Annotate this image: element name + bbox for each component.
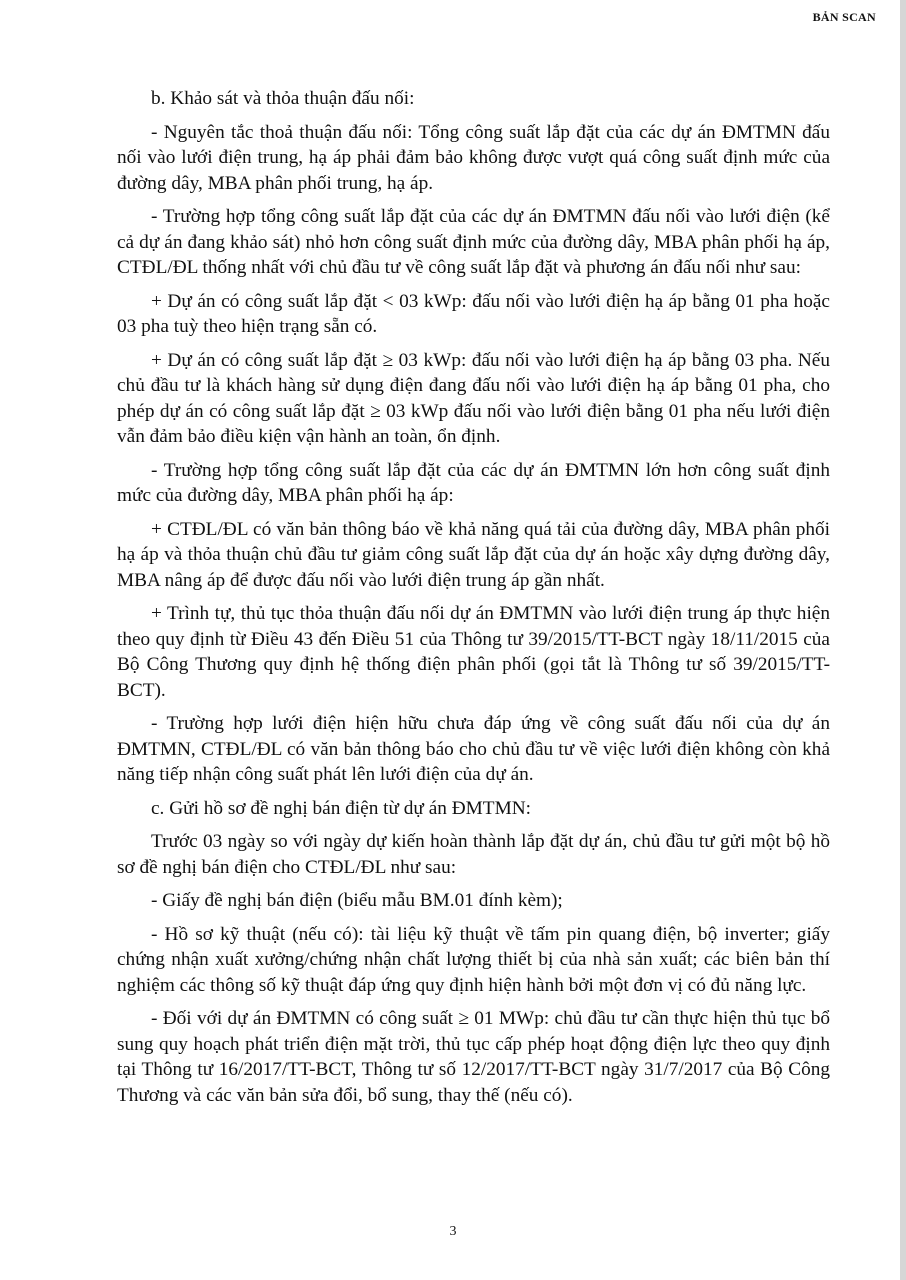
- section-c-heading: c. Gửi hồ sơ đề nghị bán điện từ dự án ĐMTMN:: [151, 797, 531, 819]
- paragraph: - Trường hợp tổng công suất lắp đặt của các dự án ĐMTMN lớn hơn công suất định mức của đường dây, MBA phân phối hạ áp:: [117, 459, 830, 506]
- paragraph: Trước 03 ngày so với ngày dự kiến hoàn thành lắp đặt dự án, chủ đầu tư gửi một bộ hồ sơ đề nghị bán điện cho CTĐL/ĐL như sau:: [117, 831, 830, 878]
- paragraph: - Nguyên tắc thoả thuận đấu nối: Tổng công suất lắp đặt của các dự án ĐMTMN đấu nối vào lưới điện trung, hạ áp phải đảm bảo không được vượt quá công suất định mức của đường dây, MBA phân phối trung, hạ áp.: [117, 121, 830, 194]
- section-b-heading: b. Khảo sát và thỏa thuận đấu nối:: [151, 88, 415, 109]
- paragraph: - Trường hợp lưới điện hiện hữu chưa đáp ứng về công suất đấu nối của dự án ĐMTMN, CTĐL/ĐL có văn bản thông báo cho chủ đầu tư về việc lưới điện không còn khả năng tiếp nhận công suất phát lên lưới điện của dự án.: [117, 713, 830, 785]
- paragraph: - Giấy đề nghị bán điện (biểu mẫu BM.01 đính kèm);: [151, 890, 563, 911]
- scan-label: BẢN SCAN: [812, 10, 876, 24]
- paragraph: - Hồ sơ kỹ thuật (nếu có): tài liệu kỹ thuật về tấm pin quang điện, bộ inverter; giấy chứng nhận xuất xưởng/chứng nhận chất lượng thiết bị của nhà sản xuất; các biên bản thí nghiệm các thông số kỹ thuật đáp ứng quy định hiện hành bởi một đơn vị có đủ năng lực.: [117, 923, 830, 996]
- paragraph: + Dự án có công suất lắp đặt ≥ 03 kWp: đấu nối vào lưới điện hạ áp bằng 03 pha. Nếu chủ đầu tư là khách hàng sử dụng điện đang đấu nối vào lưới điện hạ áp bằng 01 pha, cho phép dự án có công suất lắp đặt ≥ 03 kWp đấu nối vào lưới điện bằng 01 pha nếu lưới điện vẫn đảm bảo điều kiện vận hành an toàn, ổn định.: [117, 349, 830, 447]
- paragraph: + CTĐL/ĐL có văn bản thông báo về khả năng quá tải của đường dây, MBA phân phối hạ áp và thỏa thuận chủ đầu tư giảm công suất lắp đặt của dự án hoặc xây dựng đường dây, MBA nâng áp để được đấu nối vào lưới điện trung áp gần nhất.: [117, 518, 830, 591]
- paragraph: + Dự án có công suất lắp đặt < 03 kWp: đấu nối vào lưới điện hạ áp bằng 01 pha hoặc 03 pha tuỳ theo hiện trạng sẵn có.: [117, 290, 830, 337]
- document-body: [117, 86, 830, 1116]
- page-edge: [900, 0, 906, 1280]
- paragraph: - Đối với dự án ĐMTMN có công suất ≥ 01 MWp: chủ đầu tư cần thực hiện thủ tục bổ sung quy hoạch phát triển điện mặt trời, thủ tục cấp phép hoạt động điện lực theo quy định tại Thông tư 16/2017/TT-BCT, Thông tư số 12/2017/TT-BCT ngày 31/7/2017 của Bộ Công Thương và các văn bản sửa đổi, bổ sung, thay thế (nếu có).: [117, 1008, 830, 1106]
- paragraph: + Trình tự, thủ tục thỏa thuận đấu nối dự án ĐMTMN vào lưới điện trung áp thực hiện theo quy định từ Điều 43 đến Điều 51 của Thông tư 39/2015/TT-BCT ngày 18/11/2015 của Bộ Công Thương quy định hệ thống điện phân phối (gọi tắt là Thông tư số 39/2015/TT-BCT).: [117, 603, 830, 701]
- page-number: 3: [449, 1224, 457, 1239]
- paragraph: - Trường hợp tổng công suất lắp đặt của các dự án ĐMTMN đấu nối vào lưới điện (kể cả dự án đang khảo sát) nhỏ hơn công suất định mức của đường dây, MBA phân phối hạ áp, CTĐL/ĐL thống nhất với chủ đầu tư về công suất lắp đặt và phương án đấu nối như sau:: [117, 206, 830, 278]
